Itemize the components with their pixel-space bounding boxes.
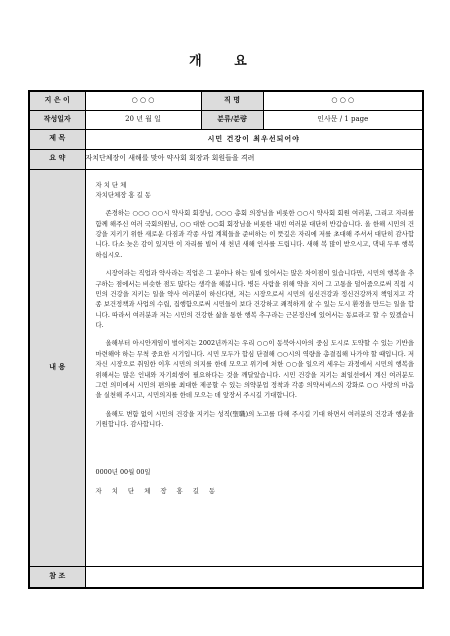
speaker-line-1: 자 치 단 체 (95, 180, 127, 189)
subject-label: 제 목 (29, 129, 85, 149)
signature-date: 0000년 00월 00일 (95, 468, 151, 477)
paragraph-3: 올해부터 아시안게임이 벌어지는 2002년까지는 우리 ○○이 동북아시아의 중심 도시로 도약할 수 있는 기반을 마련해야 하는 무척 중요한 시기입니다. 시민 모두가 합심 단결해 ○○시의 역량을 총결집해 나가야 할 때입니다. 저 자신 시장으로 취임한 이후 시민의 의지를 한데 모으고 위기에 처한 ○○을 일으켜 세우는 과정에서 시민의 행복을 위해서는 많은 인내와 자기희생이 필요하다는 것을 깨달았습니다. 시민 건강을 지키는 최일선에서 계신 여러분도 그런 의미에서 시민의 편의를 최대한 제공할 수 있는 의약분업 정착과 각종 의약서비스의 강화로 ○○ 사랑의 마음을 실천해 주시고, 시민의지를 한데 모으는 데 앞장서 주시길 기대합니다. (95, 339, 414, 400)
content-body (85, 169, 423, 566)
subject-row (29, 129, 423, 149)
date-value: 20 년 월 일 (85, 110, 201, 129)
rank-value: ○ ○ ○ (263, 91, 423, 110)
author-value: ○ ○ ○ (85, 91, 201, 110)
reference-row (29, 566, 423, 588)
author-row (29, 91, 423, 110)
rank-label: 직 명 (201, 91, 263, 110)
page-title: 개 요 (189, 54, 261, 69)
document-summary-form (28, 90, 424, 589)
content-row (29, 169, 423, 566)
summary-row (29, 149, 423, 169)
paragraph-2: 시장이라는 직업과 약사라는 직업은 그 분야나 하는 일에 있어서는 많은 차이점이 있습니다만, 시민의 행복을 추구하는 점에서는 비슷한 점도 많다는 생각을 해봅니다. 병든 사람을 위해 약을 지어 그 고통을 덜어줌으로써 직접 시민의 건강을 지키는 일을 약사 여러분이 하신다면, 저는 시장으로서 시민의 심신건강과 정신건강까지 책임지고 각종 보건정책과 사업의 수립, 집행함으로써 시민들이 보다 건강하고 쾌적하게 살 수 있는 도시 환경을 만드는 일을 합니다. 따라서 여러분과 저는 시민의 건강한 삶을 통한 행복 추구라는 근본정신에 있어서는 동료라고 할 수 있겠습니다. (95, 269, 415, 329)
author-label: 지 은 이 (29, 91, 85, 110)
date-label: 작성일자 (29, 110, 85, 129)
summary-value: 자치단체장이 새해를 맞아 약사회 회장과 회원들을 격려 (85, 149, 423, 169)
paragraph-4: 올해도 변함 없이 시민의 건강을 지키는 성직(聖職)의 노고를 다해 주시길 기대 하면서 여러분의 건강과 행운을 기원합니다. 감사합니다. (95, 409, 414, 428)
date-row (29, 110, 423, 129)
speaker-line-2: 자치단체장 홍 길 동 (95, 190, 151, 199)
content-label: 내 용 (29, 169, 85, 566)
signature-sender: 자 치 단 체 장 홍 길 동 (95, 486, 220, 495)
summary-label: 요 약 (29, 149, 85, 169)
subject-value: 시민 건강이 최우선되어야 (85, 129, 423, 149)
category-value: 인사문 / 1 page (263, 110, 423, 129)
reference-label: 참 조 (29, 566, 85, 588)
paragraph-1: 존경하는 ○○○ ○○시 약사회 회장님, ○○○ 총회 의장님을 비롯한 ○○시 약사회 회원 여러분, 그리고 자리를 함께 해주신 여러 국회의원님, ○○ 대한 ○○회 회장님을 비롯한 내빈 여러분 대단히 반갑습니다. 올 한해 시민의 건강을 지키기 위한 새로운 다짐과 각종 사업 계획들을 준비하는 이 뜻깊은 자리에 저를 초대해 주셔서 대단히 감사합니다. 다소 늦은 감이 있지만 이 자리를 빌어 새 천년 새해 인사를 드립니다. 새해 복 많이 받으시고, 댁내 두루 행복하십시오. (95, 209, 414, 259)
reference-value (85, 566, 423, 588)
category-label: 분류/분량 (201, 110, 263, 129)
